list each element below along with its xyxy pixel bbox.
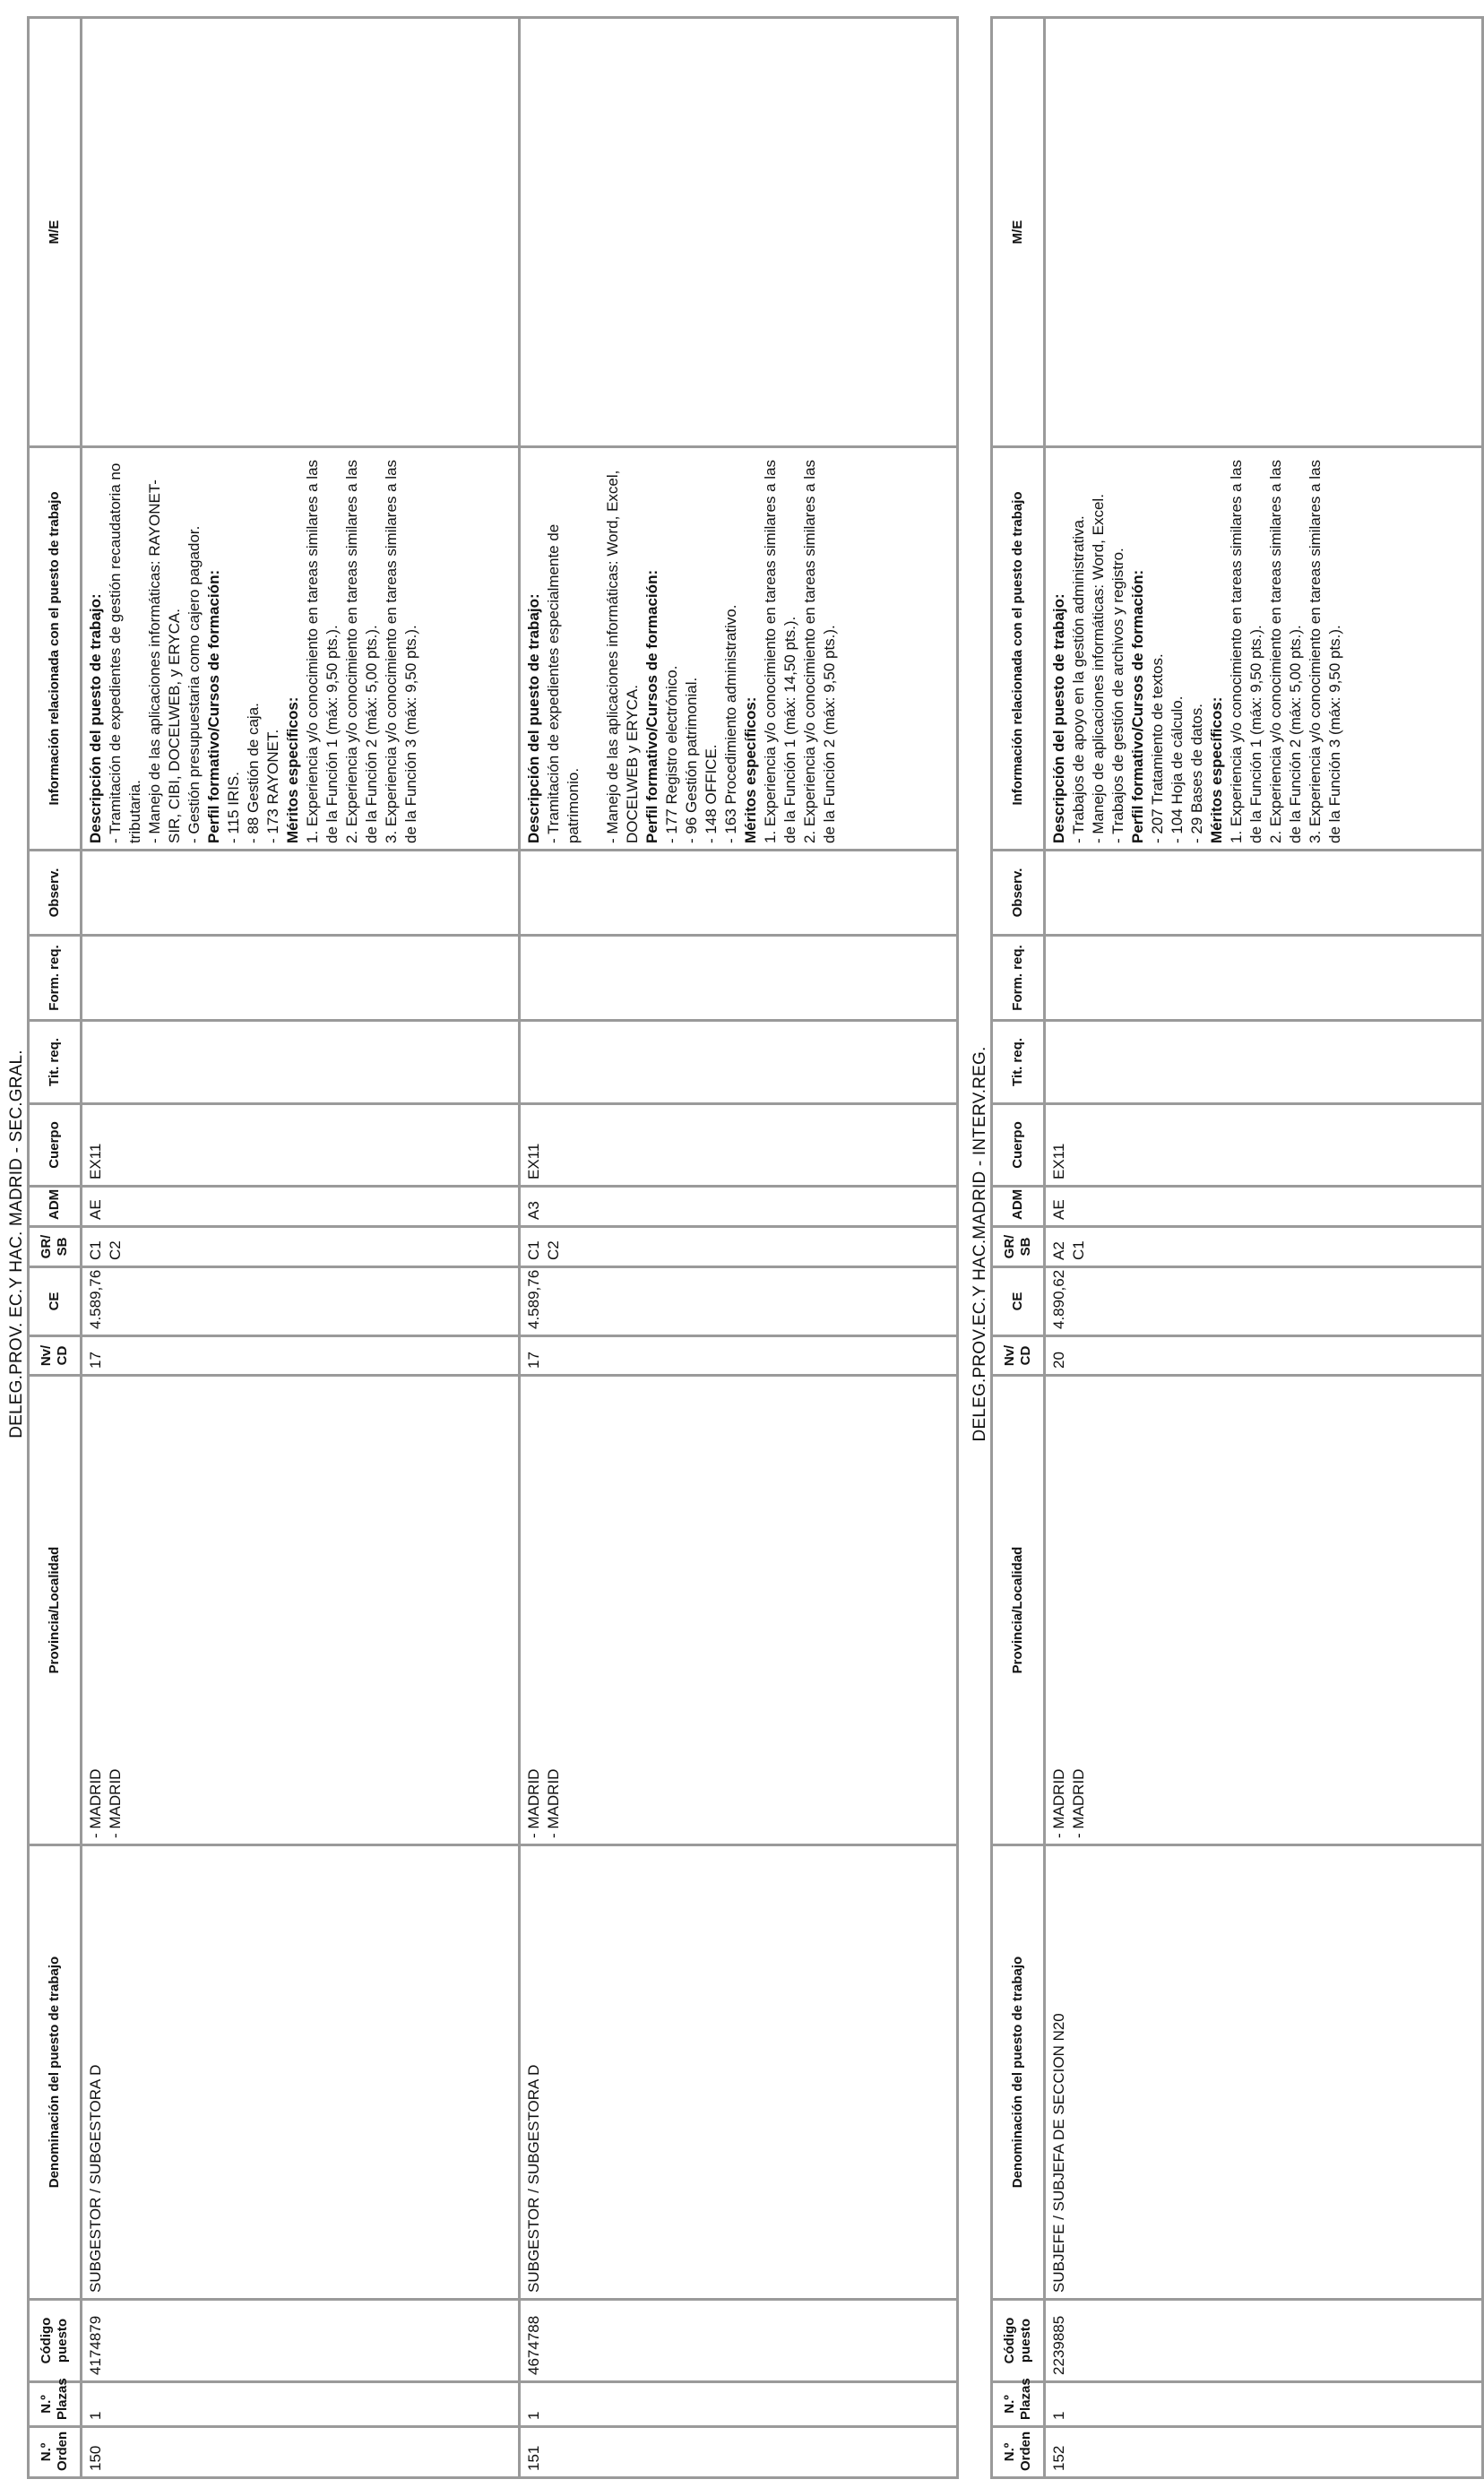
info-line: - 104 Hoja de cálculo. (1169, 695, 1186, 843)
cell-denominacion: SUBGESTOR / SUBGESTORA D (82, 1845, 520, 2300)
cell-plazas: 1 (520, 2382, 958, 2427)
col-me: M/E (29, 18, 82, 447)
cell-info (1045, 447, 1483, 851)
col-cuerpo: Cuerpo (29, 1104, 82, 1187)
col-sb-label: SB (55, 1237, 70, 1257)
cell-nv: 20 (1045, 1336, 1483, 1376)
col-provincia: Provincia/Localidad (29, 1376, 82, 1845)
gr-line: C2 (545, 1240, 562, 1260)
cell-adm: AE (1045, 1187, 1483, 1227)
info-line: - Manejo de aplicaciones informáticas: Word, Excel. (1090, 494, 1107, 843)
cell-me (520, 18, 958, 447)
cell-observ (1045, 851, 1483, 936)
col-info: Información relacionada con el puesto de trabajo (992, 447, 1045, 851)
info-line: - 163 Procedimiento administrativo. (722, 604, 739, 843)
col-codigo: Código puesto (29, 2300, 82, 2382)
info-line: 3. Experiencia y/o conocimiento en tareas similares a las de la Función 3 (máx: 9,50 pts.). (1307, 459, 1343, 843)
info-heading: Méritos específicos: (742, 696, 759, 843)
cell-orden: 151 (520, 2427, 958, 2478)
col-gr-label: GR/ (39, 1234, 54, 1259)
cell-adm: A3 (520, 1187, 958, 1227)
cell-ce: 4.890,62 (1045, 1267, 1483, 1336)
cell-orden: 152 (1045, 2427, 1483, 2478)
col-form: Form. req. (992, 936, 1045, 1021)
cell-gr (520, 1227, 958, 1267)
info-heading: Perfil formativo/Cursos de formación: (1129, 569, 1146, 843)
col-ce: CE (29, 1267, 82, 1336)
section-title: DELEG.PROV.EC.Y HAC.MADRID - INTERV.REG. (971, 1046, 989, 1442)
cell-plazas: 1 (1045, 2382, 1483, 2427)
info-line: - Trabajos de gestión de archivos y registro. (1109, 548, 1126, 843)
cell-nv: 17 (520, 1336, 958, 1376)
info-line: - 148 OFFICE. (703, 744, 720, 843)
cell-me (82, 18, 520, 447)
cell-tit (1045, 1021, 1483, 1104)
cell-gr (82, 1227, 520, 1267)
positions-table (990, 16, 1484, 2479)
gr-line: C1 (525, 1240, 542, 1260)
col-denominacion: Denominación del puesto de trabajo (29, 1845, 82, 2300)
info-line: - Tramitación de expedientes especialmente de patrimonio. (545, 523, 582, 843)
cell-observ (82, 851, 520, 936)
info-line: 2. Experiencia y/o conocimiento en tareas similares a las de la Función 2 (máx: 5,00 pts.). (343, 459, 380, 843)
col-form: Form. req. (29, 936, 82, 1021)
gr-line: C2 (107, 1240, 124, 1260)
localidad-line: - MADRID (545, 1768, 562, 1838)
col-observ: Observ. (992, 851, 1045, 936)
cell-orden: 150 (82, 2427, 520, 2478)
col-codigo: Código puesto (992, 2300, 1045, 2382)
cell-adm: AE (82, 1187, 520, 1227)
info-heading: Méritos específicos: (1208, 696, 1225, 843)
info-line: 1. Experiencia y/o conocimiento en tareas similares a las de la Función 1 (máx: 9,50 pts.). (304, 459, 341, 843)
info-line: - Manejo de las aplicaciones informáticas: RAYONET-SIR, CIBI, DOCELWEB, y ERYCA. (146, 479, 183, 843)
cell-plazas: 1 (82, 2382, 520, 2427)
info-line: - Tramitación de expedientes de gestión recaudatoria no tributaria. (107, 462, 143, 843)
col-plazas: N.º Plazas (992, 2382, 1045, 2427)
info-heading: Perfil formativo/Cursos de formación: (205, 569, 222, 843)
info-line: - 207 Tratamiento de textos. (1149, 653, 1166, 843)
col-nv-cd (29, 1336, 82, 1376)
cell-provincia (1045, 1376, 1483, 1845)
localidad-line: - MADRID (107, 1768, 124, 1838)
info-line: - Trabajos de apoyo en la gestión administrativa. (1070, 515, 1087, 843)
localidad-line: - MADRID (1070, 1768, 1087, 1838)
cell-nv: 17 (82, 1336, 520, 1376)
cell-codigo: 2239885 (1045, 2300, 1483, 2382)
cell-provincia (520, 1376, 958, 1845)
cell-codigo: 4174879 (82, 2300, 520, 2382)
info-heading: Descripción del puesto de trabajo: (1050, 593, 1067, 843)
col-plazas: N.º Plazas (29, 2382, 82, 2427)
col-cuerpo: Cuerpo (992, 1104, 1045, 1187)
cell-tit (82, 1021, 520, 1104)
col-provincia: Provincia/Localidad (992, 1376, 1045, 1845)
col-ce: CE (992, 1267, 1045, 1336)
cell-ce: 4.589,76 (82, 1267, 520, 1336)
info-line: - Gestión presupuestaria como cajero pagador. (186, 525, 203, 843)
col-gr-sb (29, 1227, 82, 1267)
info-heading: Perfil formativo/Cursos de formación: (643, 569, 660, 843)
cell-form (520, 936, 958, 1021)
header-row (992, 18, 1045, 2478)
cell-cuerpo: EX11 (520, 1104, 958, 1187)
info-line: - 173 RAYONET. (264, 729, 281, 843)
info-heading: Descripción del puesto de trabajo: (87, 593, 104, 843)
section-title: DELEG.PROV. EC.Y HAC. MADRID - SEC.GRAL. (7, 1050, 26, 1438)
info-line: - Manejo de las aplicaciones informáticas: Word, Excel, DOCELWEB y ERYCA. (604, 470, 641, 843)
positions-table (27, 16, 959, 2479)
info-line: 1. Experiencia y/o conocimiento en tareas similares a las de la Función 1 (máx: 14,50 pts.). (762, 459, 798, 843)
table-row (82, 18, 520, 2478)
col-nv-label: Nv/ (1002, 1344, 1017, 1367)
info-line (583, 454, 603, 843)
cell-form (82, 936, 520, 1021)
cell-denominacion: SUBGESTOR / SUBGESTORA D (520, 1845, 958, 2300)
cell-denominacion: SUBJEFE / SUBJEFA DE SECCION N20 (1045, 1845, 1483, 2300)
cell-codigo: 4674788 (520, 2300, 958, 2382)
col-tit: Tit. req. (992, 1021, 1045, 1104)
info-line: - 29 Bases de datos. (1188, 704, 1205, 843)
cell-ce: 4.589,76 (520, 1267, 958, 1336)
table-row (520, 18, 958, 2478)
col-orden: N.º Orden (29, 2427, 82, 2478)
cell-tit (520, 1021, 958, 1104)
cell-info (520, 447, 958, 851)
header-row (29, 18, 82, 2478)
col-me: M/E (992, 18, 1045, 447)
table-row (1045, 18, 1483, 2478)
provincia-line: - MADRID (1050, 1768, 1067, 1838)
info-line: - 177 Registro electrónico. (663, 665, 680, 843)
info-line: - 88 Gestión de caja. (245, 703, 262, 843)
provincia-line: - MADRID (525, 1768, 542, 1838)
info-line: - 115 IRIS. (225, 772, 242, 843)
col-denominacion: Denominación del puesto de trabajo (992, 1845, 1045, 2300)
cell-provincia (82, 1376, 520, 1845)
info-line: 2. Experiencia y/o conocimiento en tareas similares a las de la Función 2 (máx: 5,00 pts.). (1267, 459, 1304, 843)
cell-cuerpo: EX11 (82, 1104, 520, 1187)
col-nv-cd (992, 1336, 1045, 1376)
cell-me (1045, 18, 1483, 447)
col-adm: ADM (29, 1187, 82, 1227)
gr-line: C1 (87, 1240, 104, 1260)
col-cd-label: CD (55, 1345, 70, 1366)
info-line: 3. Experiencia y/o conocimiento en tareas similares a las de la Función 3 (máx: 9,50 pts.). (383, 459, 419, 843)
cell-info (82, 447, 520, 851)
col-observ: Observ. (29, 851, 82, 936)
col-gr-sb (992, 1227, 1045, 1267)
info-heading: Descripción del puesto de trabajo: (525, 593, 542, 843)
cell-gr (1045, 1227, 1483, 1267)
info-line: - 96 Gestión patrimonial. (683, 677, 700, 843)
info-line: 2. Experiencia y/o conocimiento en tareas similares a las de la Función 2 (máx: 9,50 pts.). (801, 459, 838, 843)
col-nv-label: Nv/ (39, 1344, 54, 1367)
col-info: Información relacionada con el puesto de trabajo (29, 447, 82, 851)
provincia-line: - MADRID (87, 1768, 104, 1838)
info-line: 1. Experiencia y/o conocimiento en tareas similares a las de la Función 1 (máx: 9,50 pts.). (1228, 459, 1264, 843)
col-tit: Tit. req. (29, 1021, 82, 1104)
col-sb-label: SB (1018, 1237, 1033, 1257)
gr-line: C1 (1070, 1240, 1087, 1260)
col-gr-label: GR/ (1002, 1234, 1017, 1259)
cell-observ (520, 851, 958, 936)
gr-line: A2 (1050, 1241, 1067, 1260)
info-heading: Méritos específicos: (284, 696, 301, 843)
col-orden: N.º Orden (992, 2427, 1045, 2478)
cell-form (1045, 936, 1483, 1021)
col-adm: ADM (992, 1187, 1045, 1227)
cell-cuerpo: EX11 (1045, 1104, 1483, 1187)
col-cd-label: CD (1018, 1345, 1033, 1366)
